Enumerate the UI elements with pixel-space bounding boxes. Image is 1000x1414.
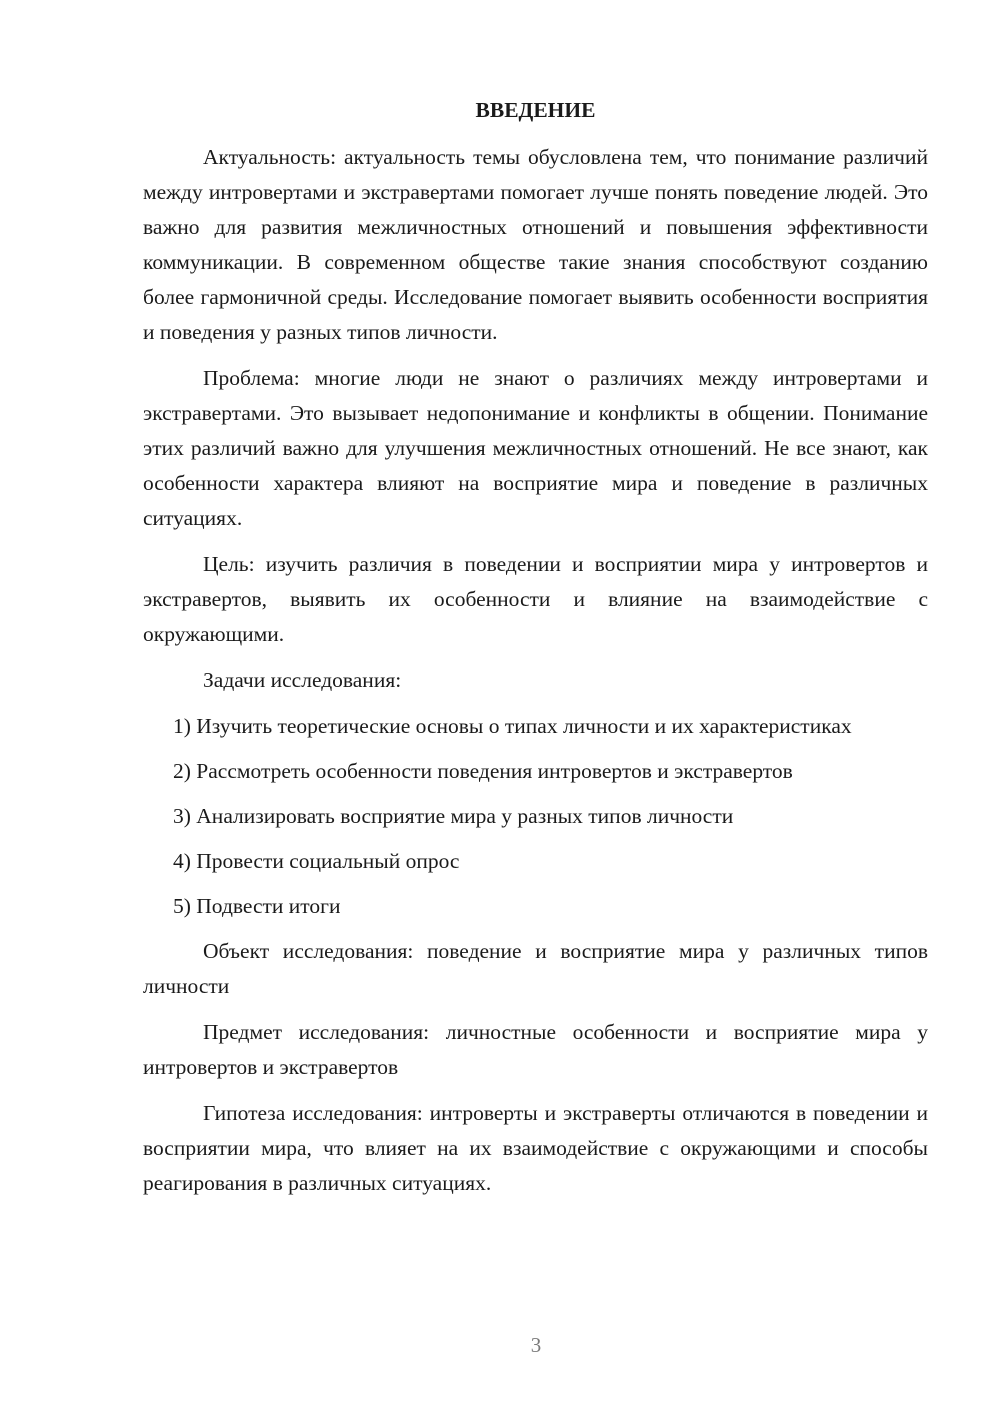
problem-paragraph: Проблема: многие люди не знают о различиях между интровертами и экстравертами. Это вызывает недопонимание и конфликты в общении. Понимание этих различий важно для улучшения межличностных отношений. Не все знают, как особенности характера влияют на восприятие мира и поведение в различных ситуациях. — [143, 366, 928, 530]
task-item-4: 4) Провести социальный опрос — [173, 849, 460, 873]
object-paragraph: Объект исследования: поведение и восприятие мира у различных типов личности — [143, 939, 928, 998]
tasks-title: Задачи исследования: — [203, 668, 402, 692]
subject-paragraph: Предмет исследования: личностные особенности и восприятие мира у интровертов и экстравертов — [143, 1020, 928, 1079]
task-item-1: 1) Изучить теоретические основы о типах личности и их характеристиках — [173, 714, 852, 738]
task-item-3: 3) Анализировать восприятие мира у разных типов личности — [173, 804, 734, 828]
document-page — [143, 92, 928, 1212]
section-heading: ВВЕДЕНИЕ — [475, 98, 596, 122]
hypothesis-paragraph: Гипотеза исследования: интроверты и экстраверты отличаются в поведении и восприятии мира, что влияет на их взаимодействие с окружающими и способы реагирования в различных ситуациях. — [143, 1101, 928, 1195]
page-number: 3 — [530, 1333, 542, 1357]
tasks-list — [143, 709, 928, 924]
goal-paragraph: Цель: изучить различия в поведении и восприятии мира у интровертов и экстравертов, выявить их особенности и влияние на взаимодействие с окружающими. — [143, 552, 928, 646]
task-item-5: 5) Подвести итоги — [173, 894, 341, 918]
task-item-2: 2) Рассмотреть особенности поведения интровертов и экстравертов — [173, 759, 793, 783]
relevance-paragraph: Актуальность: актуальность темы обусловлена тем, что понимание различий между интровертами и экстравертами помогает лучше понять поведение людей. Это важно для развития межличностных отношений и повышения эффективности коммуникации. В современном обществе такие знания способствуют созданию более гармоничной среды. Исследование помогает выявить особенности восприятия и поведения у разных типов личности. — [143, 145, 928, 344]
